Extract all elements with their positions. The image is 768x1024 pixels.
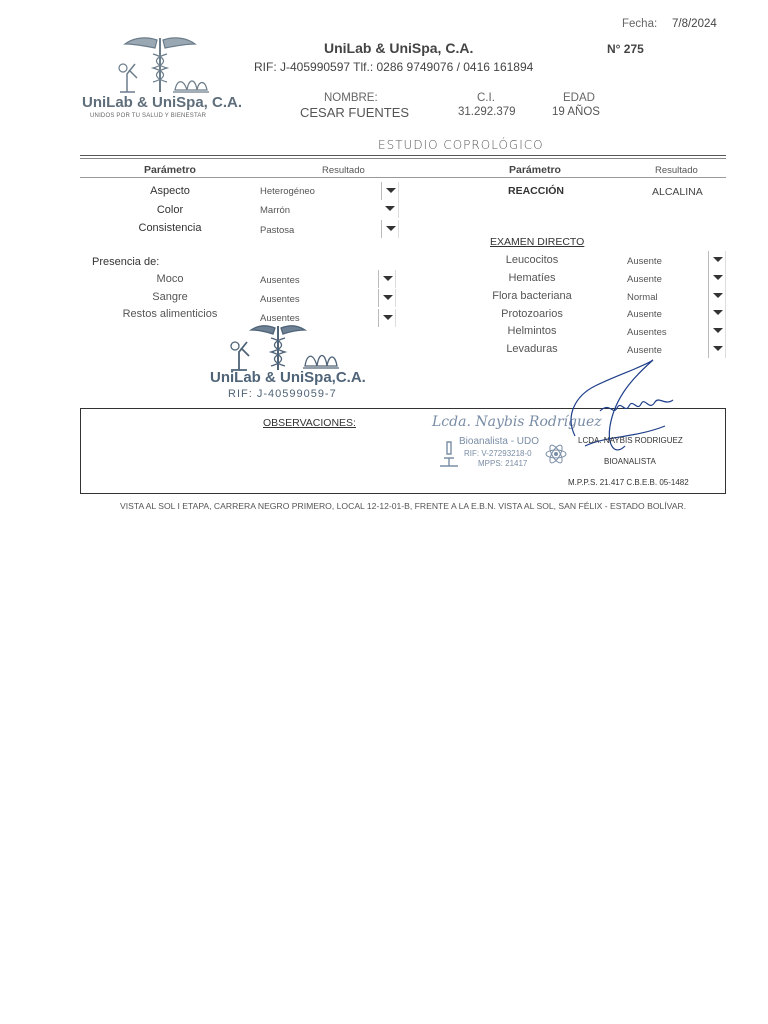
flora-label: Flora bacteriana (492, 290, 572, 302)
reaccion-label: REACCIÓN (508, 185, 565, 197)
protozoarios-label: Protozoarios (501, 308, 563, 320)
seal-rif: RIF: V-27293218-0 (464, 449, 532, 458)
col-parametro-right: Parámetro (509, 164, 561, 176)
col-resultado-left: Resultado (322, 165, 365, 176)
examen-directo-title: EXAMEN DIRECTO (490, 236, 585, 248)
microscope-icon (438, 438, 460, 468)
restos-value: Ausentes (260, 313, 300, 324)
color-value: Marrón (260, 205, 291, 216)
ci-value: 31.292.379 (458, 106, 516, 118)
color-label: Color (156, 204, 184, 216)
levaduras-label: Levaduras (506, 343, 558, 355)
signer-name: LCDA. NAYBIS RODRIGUEZ (578, 436, 683, 445)
levaduras-dropdown-icon[interactable] (708, 340, 726, 358)
signer-title: BIOANALISTA (604, 457, 656, 466)
seal-title: Bioanalista - UDO (459, 436, 540, 447)
leucocitos-dropdown-icon[interactable] (708, 251, 726, 269)
presencia-label: Presencia de: (92, 256, 160, 268)
edad-value: 19 AÑOS (552, 106, 600, 118)
signer-registry: M.P.P.S. 21.417 C.B.E.B. 05-1482 (568, 478, 689, 487)
color-dropdown-icon[interactable] (381, 200, 399, 218)
caduceus-logo-icon (105, 34, 215, 96)
sangre-value: Ausentes (260, 294, 300, 305)
protozoarios-dropdown-icon[interactable] (708, 304, 726, 322)
company-name: UniLab & UniSpa, C.A. (324, 40, 474, 56)
hematies-value: Ausente (627, 274, 662, 285)
divider-top (80, 155, 726, 156)
handwritten-signature (555, 356, 685, 466)
logo-slogan: UNIDOS POR TU SALUD Y BIENESTAR (90, 113, 207, 119)
edad-label: EDAD (563, 92, 595, 104)
stamp-logo (225, 322, 345, 374)
col-parametro-left: Parámetro (144, 164, 196, 176)
logo-name: UniLab & UniSpa, C.A. (82, 94, 243, 111)
divider-header (80, 177, 726, 178)
consistencia-value: Pastosa (260, 225, 295, 236)
moco-value: Ausentes (260, 275, 300, 286)
moco-dropdown-icon[interactable] (378, 270, 396, 288)
divider-top-2 (80, 158, 726, 159)
helmintos-value: Ausentes (627, 327, 667, 338)
stamp-name: UniLab & UniSpa,C.A. (210, 369, 366, 386)
footer-address: VISTA AL SOL I ETAPA, CARRERA NEGRO PRIMERO, LOCAL 12-12-01-B, FRENTE A LA E.B.N. VISTA AL SOL, SAN FÉLIX - ESTADO BOLÍVAR. (120, 501, 687, 511)
aspecto-dropdown-icon[interactable] (381, 182, 399, 200)
stamp-rif: RIF: J-40599059-7 (228, 388, 337, 400)
aspecto-label: Aspecto (150, 185, 190, 197)
helmintos-label: Helmintos (507, 325, 557, 337)
helmintos-dropdown-icon[interactable] (708, 322, 726, 340)
leucocitos-value: Ausente (627, 256, 662, 267)
fecha-value: 7/8/2024 (672, 18, 717, 30)
sangre-label: Sangre (152, 291, 188, 303)
col-resultado-right: Resultado (655, 165, 698, 176)
company-logo (105, 34, 215, 96)
stamp-caduceus-icon (225, 322, 345, 374)
hematies-label: Hematíes (508, 272, 556, 284)
seal-script-name: Lcda. Naybis Rodríguez (432, 414, 602, 430)
protozoarios-value: Ausente (627, 309, 662, 320)
study-title: ESTUDIO COPROLÓGICO (378, 138, 544, 152)
nombre-value: CESAR FUENTES (300, 105, 410, 120)
moco-label: Moco (156, 273, 184, 285)
nombre-label: NOMBRE: (324, 92, 378, 104)
consistencia-label: Consistencia (138, 222, 202, 234)
flora-value: Normal (627, 292, 658, 303)
seal-mpps: MPPS: 21417 (478, 459, 528, 468)
observaciones-label[interactable]: OBSERVACIONES: (263, 417, 356, 429)
fecha-label: Fecha: (622, 18, 658, 30)
levaduras-value: Ausente (627, 345, 662, 356)
hematies-dropdown-icon[interactable] (708, 269, 726, 287)
document-number: N° 275 (607, 42, 644, 56)
consistencia-dropdown-icon[interactable] (381, 220, 399, 238)
rif-phone: RIF: J-405990597 Tlf.: 0286 9749076 / 0416 161894 (254, 60, 534, 74)
restos-dropdown-icon[interactable] (378, 309, 396, 327)
ci-label: C.I. (477, 92, 495, 104)
aspecto-value: Heterogéneo (260, 186, 315, 197)
reaccion-value: ALCALINA (652, 186, 703, 198)
leucocitos-label: Leucocitos (505, 254, 559, 266)
restos-label: Restos alimenticios (122, 308, 218, 320)
flora-dropdown-icon[interactable] (708, 287, 726, 305)
sangre-dropdown-icon[interactable] (378, 289, 396, 307)
